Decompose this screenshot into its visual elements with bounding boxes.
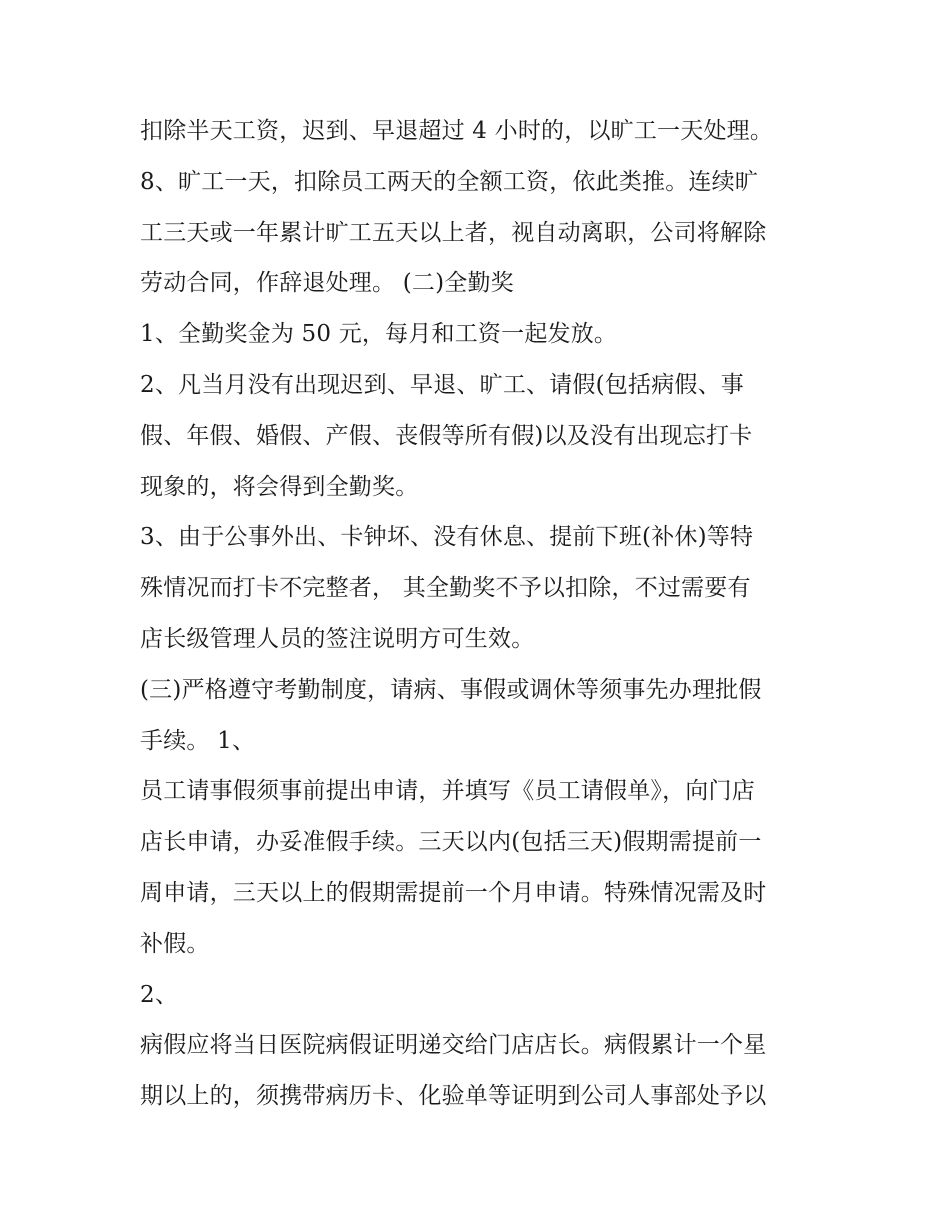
text-line: 2、	[140, 981, 179, 1008]
text-line: 员工请事假须事前提出申请，并填写《员工请假单》，向门店	[140, 778, 755, 805]
document-body	[140, 106, 820, 1122]
text-line: 殊情况而打卡不完整者， 其全勤奖不予以扣除，不过需要有	[140, 575, 751, 602]
text-line: 3、由于公事外出、卡钟坏、没有休息、提前下班(补休)等特	[140, 524, 754, 551]
text-line: 工三天或一年累计旷工五天以上者，视自动离职，公司将解除	[140, 219, 767, 246]
text-line: 现象的，将会得到全勤奖。	[140, 473, 419, 500]
text-line: 期以上的，须携带病历卡、化验单等证明到公司人事部处予以	[140, 1083, 767, 1110]
text-line: 1、全勤奖金为 50 元，每月和工资一起发放。	[140, 321, 618, 348]
text-line: 病假应将当日医院病假证明递交给门店店长。病假累计一个星	[140, 1032, 767, 1059]
text-line: 周申请，三天以上的假期需提前一个月申请。特殊情况需及时	[140, 879, 767, 906]
text-line: 店长级管理人员的签注说明方可生效。	[140, 625, 535, 652]
text-line: 8、旷工一天，扣除员工两天的全额工资，依此类推。连续旷	[140, 168, 759, 195]
text-line: 2、凡当月没有出现迟到、早退、旷工、请假(包括病假、事	[140, 371, 745, 398]
text-line: 手续。 1、	[140, 727, 256, 754]
text-line: 补假。	[140, 930, 210, 957]
text-line: (三)严格遵守考勤制度，请病、事假或调休等须事先办理批假	[140, 676, 762, 703]
text-line: 劳动合同，作辞退处理。 (二)全勤奖	[140, 270, 514, 297]
text-line: 店长申请，办妥准假手续。三天以内(包括三天)假期需提前一	[140, 829, 762, 856]
text-line: 假、年假、婚假、产假、丧假等所有假)以及没有出现忘打卡	[140, 422, 753, 449]
text-line: 扣除半天工资，迟到、早退超过 4 小时的，以旷工一天处理。	[140, 118, 774, 144]
